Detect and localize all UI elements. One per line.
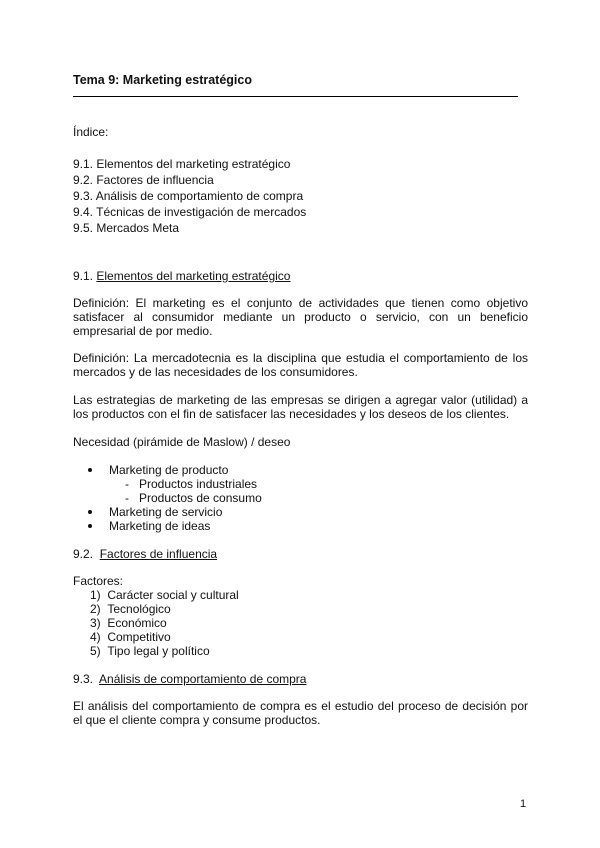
definition-marketing: Definición: El marketing es el conjunto de actividades que tienen como objetivo satisfacer al consumidor mediante un producto o servicio, con un beneficio empresarial de por medio.: [73, 296, 528, 338]
sub-item: - Productos industriales: [125, 477, 258, 491]
document-title: Tema 9: Marketing estratégico: [73, 73, 252, 87]
definition-mercadotecnia: Definición: La mercadotecnia es la disciplina que estudia el comportamiento de los mercados y de las necesidades de los consumidores.: [73, 351, 528, 379]
index-label: Índice:: [73, 125, 109, 139]
bullet-icon: [88, 510, 92, 514]
section-heading-9-1: [73, 269, 290, 283]
section-title: Análisis de comportamiento de compra: [99, 672, 307, 686]
factor-item: 4) Competitivo: [90, 630, 171, 644]
factor-item: 1) Carácter social y cultural: [90, 588, 239, 602]
index-item: 9.4. Técnicas de investigación de mercados: [73, 205, 307, 219]
section-number: 9.1.: [73, 269, 94, 283]
index-item: 9.3. Análisis de comportamiento de compra: [73, 189, 304, 203]
factor-item: 5) Tipo legal y político: [90, 644, 210, 658]
title-rule: [73, 96, 518, 97]
sub-item: - Productos de consumo: [125, 491, 262, 505]
section-heading-9-2: [73, 547, 217, 561]
factor-item: 2) Tecnológico: [90, 602, 171, 616]
need-line: Necesidad (pirámide de Maslow) / deseo: [73, 435, 291, 449]
section-heading-9-3: [73, 672, 306, 686]
bullet-item: Marketing de ideas: [73, 519, 210, 533]
section-title: Elementos del marketing estratégico: [96, 269, 291, 283]
index-item: 9.2. Factores de influencia: [73, 173, 214, 187]
bullet-item: Marketing de servicio: [73, 505, 222, 519]
section-title: Factores de influencia: [99, 547, 218, 561]
purchase-behavior-paragraph: El análisis del comportamiento de compra es el estudio del proceso de decisión por el que el cliente compra y consume productos.: [73, 699, 528, 727]
factors-label: Factores:: [73, 574, 124, 588]
section-number: 9.2.: [73, 547, 94, 561]
bullet-item: Marketing de producto: [73, 463, 228, 477]
bullet-icon: [88, 524, 92, 528]
index-item: 9.1. Elementos del marketing estratégico: [73, 157, 291, 171]
page-number: 1: [520, 798, 527, 810]
section-number: 9.3.: [73, 672, 94, 686]
strategy-paragraph: Las estrategias de marketing de las empresas se dirigen a agregar valor (utilidad) a los productos con el fin de satisfacer las necesidades y los deseos de los clientes.: [73, 393, 528, 421]
bullet-icon: [88, 468, 92, 472]
factor-item: 3) Económico: [90, 616, 167, 630]
index-item: 9.5. Mercados Meta: [73, 221, 180, 235]
